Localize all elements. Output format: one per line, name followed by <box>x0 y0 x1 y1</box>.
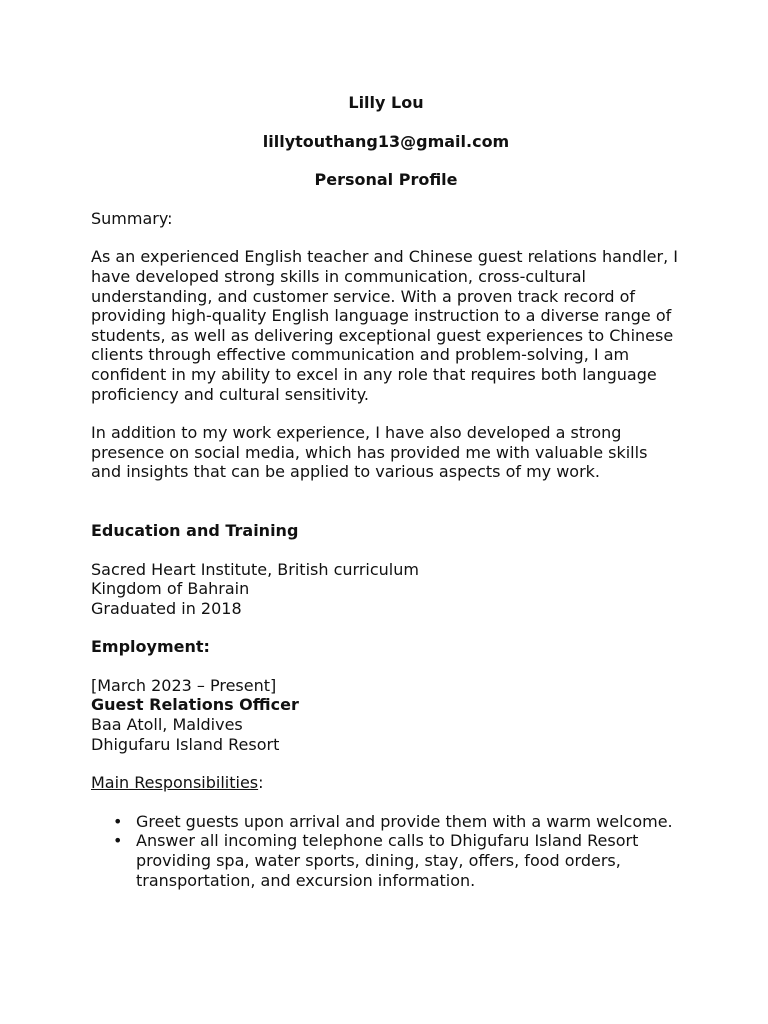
responsibilities-label <box>91 773 681 793</box>
list-item <box>113 811 681 832</box>
bullet-icon: • <box>113 811 123 831</box>
employment-location: Baa Atoll, Maldives <box>91 715 243 735</box>
summary-paragraph-1: As an experienced English teacher and Chinese guest relations handler, I have developed strong skills in communication, cross-cultural understanding, and customer service. With a proven track record of providing high-quality English language instruction to a diverse range of students, as well as delivering exceptional guest experiences to Chinese clients through effective communication and problem-solving, I am confident in my ability to excel in any role that requires both language proficiency and cultural sensitivity. <box>91 247 678 404</box>
employment-entry <box>91 676 681 754</box>
summary-label: Summary: <box>91 208 173 228</box>
applicant-name: Lilly Lou <box>348 93 424 112</box>
employment-heading: Employment: <box>91 637 210 657</box>
summary-paragraph-2: In addition to my work experience, I have also developed a strong presence on social media, which has provided me with valuable skills and insights that can be applied to various aspects of my work. <box>91 423 648 482</box>
education-heading: Education and Training <box>91 520 299 540</box>
education-details <box>91 560 681 619</box>
education-graduated: Graduated in 2018 <box>91 598 242 618</box>
responsibilities-label-text: Main Responsibilities <box>91 773 259 793</box>
list-item-text: Greet guests upon arrival and provide them with a warm welcome. <box>136 811 673 831</box>
profile-title: Personal Profile <box>314 170 458 190</box>
employer-name: Dhigufaru Island Resort <box>91 734 280 754</box>
resume-page <box>91 93 681 890</box>
bullet-icon: • <box>113 831 123 851</box>
job-title: Guest Relations Officer <box>91 695 299 715</box>
employment-dates: [March 2023 – Present] <box>91 675 277 695</box>
applicant-email: lillytouthang13@gmail.com <box>262 131 510 151</box>
list-item <box>113 831 681 890</box>
list-item-text: Answer all incoming telephone calls to Dhigufaru Island Resort providing spa, water sports, dining, stay, offers, food orders, transportation, and excursion information. <box>136 831 639 890</box>
responsibilities-list <box>91 812 681 890</box>
education-institution: Sacred Heart Institute, British curriculum <box>91 559 419 579</box>
responsibilities-label-colon: : <box>258 773 264 793</box>
education-location: Kingdom of Bahrain <box>91 579 250 599</box>
